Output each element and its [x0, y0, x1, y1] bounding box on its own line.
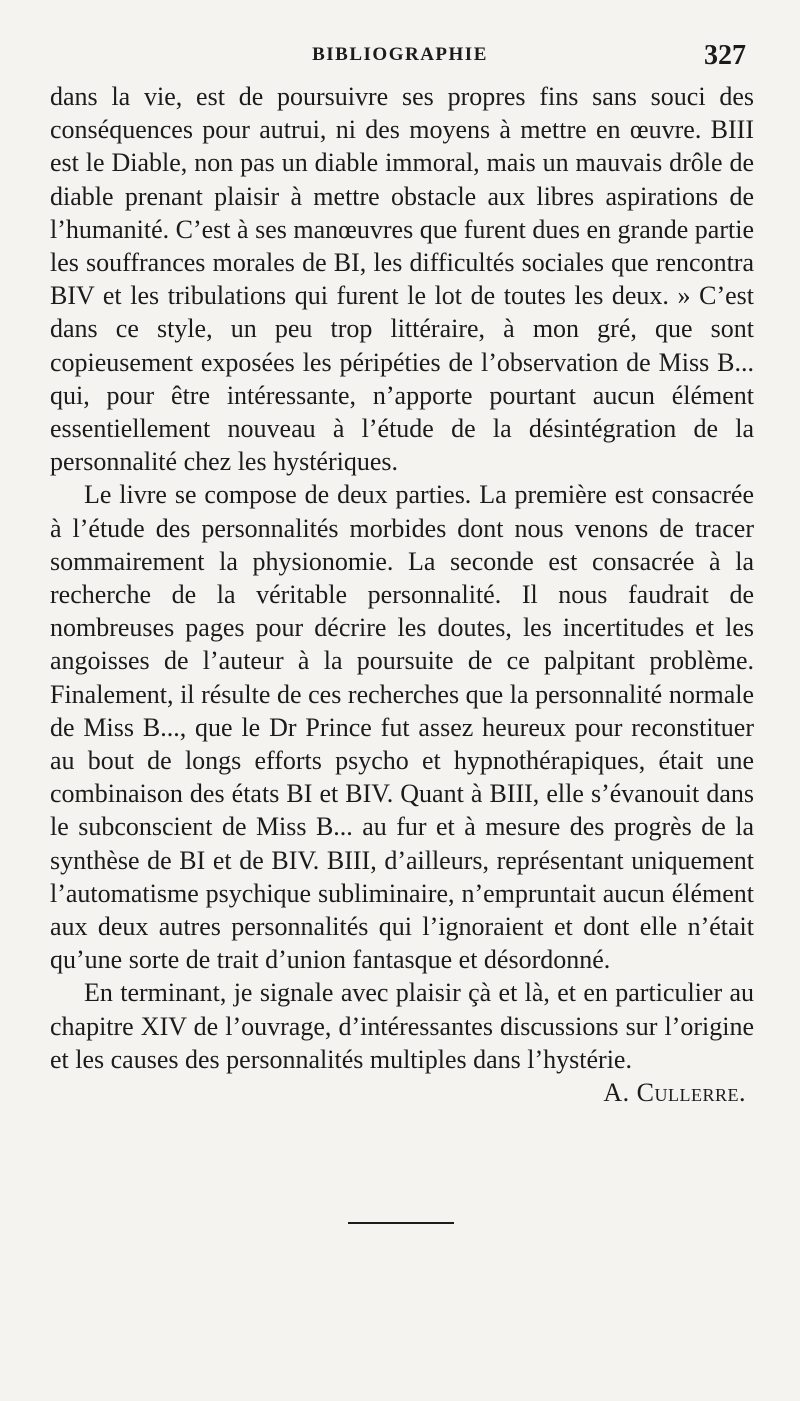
section-divider	[348, 1222, 454, 1224]
running-title: BIBLIOGRAPHIE	[312, 44, 488, 65]
paragraph-conclusion: En terminant, je signale avec plaisir çà et là, et en particulier au chapitre XIV de l’ouvrage, d’intéressantes discussions sur l’origine et les causes des personnalités multiples dans l’hystérie.	[50, 978, 754, 1074]
running-header	[50, 40, 750, 80]
author-name: Cullerre.	[636, 1078, 746, 1108]
author-signature	[50, 1076, 754, 1109]
page-number: 327	[704, 40, 746, 71]
paragraph-structure: Le livre se compose de deux parties. La première est consacrée à l’étude des personnalités morbides dont nous venons de tracer sommairement la physionomie. La seconde est consacrée à la recherche de la véritable personnalité. Il nous faudrait de nombreuses pages pour décrire les doutes, les incertitudes et les angoisses de l’auteur à la poursuite de ce palpitant problème. Finalement, il résulte de ces recherches que la personnalité normale de Miss B..., que le Dr Prince fut assez heureux pour reconstituer au bout de longs efforts psycho et hypnothérapiques, était une combinaison des états BI et BIV. Quant à BIII, elle s’évanouit dans le subconscient de Miss B... au fur et à mesure des progrès de la synthèse de BI et de BIV. BIII, d’ailleurs, représentant uniquement l’automatisme psychique subliminaire, n’empruntait aucun élément aux deux autres personnalités qui l’ignoraient et dont elle n’était qu’une sorte de trait d’union fantasque et désordonné.	[50, 480, 754, 975]
review-text	[50, 80, 754, 1109]
author-initial: A.	[603, 1078, 630, 1108]
paragraph-continued: dans la vie, est de poursuivre ses propres fins sans souci des conséquences pour autrui, ni des moyens à mettre en œuvre. BIII est le Diable, non pas un diable immoral, mais un mauvais drôle de diable prenant plaisir à mettre obstacle aux libres aspirations de l’humanité. C’est à ses manœuvres que furent dues en grande partie les souffrances morales de BI, les difficultés sociales que rencontra BIV et les tribulations qui furent le lot de toutes les deux. » C’est dans ce style, un peu trop littéraire, à mon gré, que sont copieusement exposées les péripéties de l’observation de Miss B... qui, pour être intéressante, n’apporte pourtant aucun élément essentiellement nouveau à l’étude de la désintégration de la personnalité chez les hystériques.	[50, 82, 754, 477]
